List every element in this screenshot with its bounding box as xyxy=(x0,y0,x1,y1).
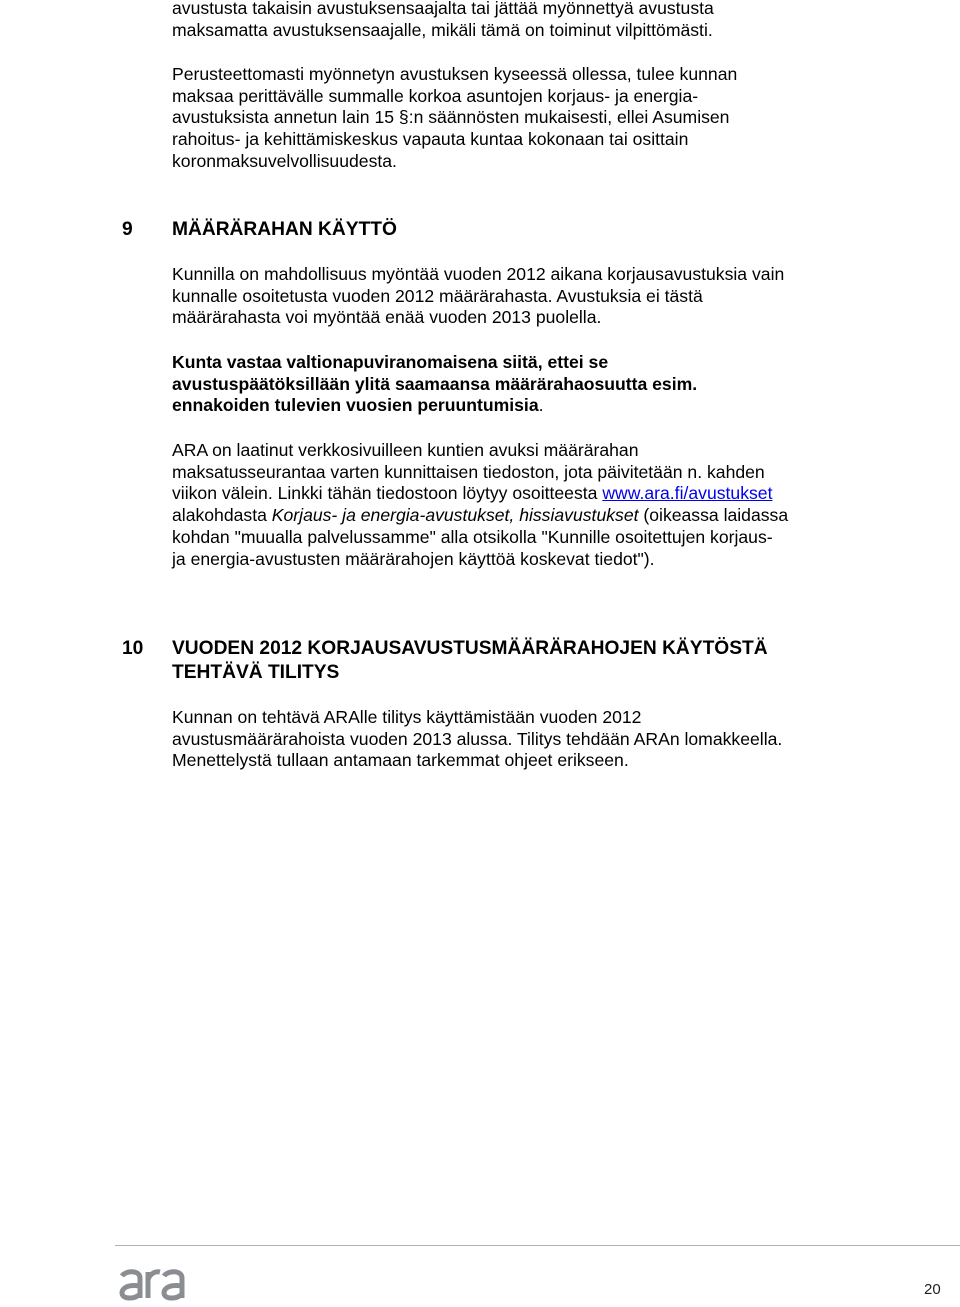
text-fragment: (oikeassa laidassa xyxy=(638,505,789,526)
section-9-paragraph-2 xyxy=(172,352,872,417)
text-line xyxy=(172,505,872,527)
text-line: Kunnilla on mahdollisuus myöntää vuoden 2012 aikana korjausavustuksia vain xyxy=(172,264,785,284)
text-line: maksamatta avustuksensaajalle, mikäli tämä on toiminut vilpittömästi. xyxy=(172,19,713,40)
text-line: Kunta vastaa valtionapuviranomaisena siitä, ettei se xyxy=(172,352,609,372)
text-line: avustusmäärärahoista vuoden 2013 alussa. Tilitys tehdään ARAn lomakkeella. xyxy=(172,728,783,749)
text-line xyxy=(172,483,872,505)
period: . xyxy=(538,395,544,416)
text-line: avustuspäätöksillään ylitä saamaansa määrärahaosuutta esim. xyxy=(172,373,698,394)
ara-logo xyxy=(118,1262,190,1306)
section-9-paragraph-1 xyxy=(172,264,872,329)
italic-text: Korjaus- ja energia-avustukset, hissiavustukset xyxy=(271,505,639,526)
section-9-paragraph-3 xyxy=(172,440,872,570)
text-line: kohdan "muualla palvelussamme" alla otsikolla "Kunnille osoitettujen korjaus- xyxy=(172,526,773,547)
section-number: 9 xyxy=(122,219,133,240)
avustukset-link[interactable]: www.ara.fi/avustukset xyxy=(602,483,773,504)
text-line: avustuksista annetun lain 15 §:n säännösten mukaisesti, ellei Asumisen xyxy=(172,107,730,128)
text-fragment: viikon välein. Linkki tähän tiedostoon löytyy osoitteesta xyxy=(172,483,603,504)
text-line: maksatusseurantaa varten kunnittaisen tiedoston, jota päivitetään n. kahden xyxy=(172,461,765,482)
section-title-line-2: TEHTÄVÄ TILITYS xyxy=(172,662,340,683)
section-10-paragraph xyxy=(172,707,872,772)
text-line: maksaa perittävälle summalle korkoa asuntojen korjaus- ja energia- xyxy=(172,85,699,106)
bold-text: ennakoiden tulevien vuosien peruuntumisia xyxy=(172,395,539,416)
text-line: ARA on laatinut verkkosivuilleen kuntien avuksi määrärahan xyxy=(172,440,639,460)
text-line: ja energia-avustusten määrärahojen käyttöä koskevat tiedot"). xyxy=(172,548,655,569)
text-line: koronmaksuvelvollisuudesta. xyxy=(172,150,397,171)
page-number: 20 xyxy=(924,1281,941,1298)
section-number: 10 xyxy=(122,638,144,659)
text-fragment: alakohdasta xyxy=(172,505,272,526)
section-title-line-1: VUODEN 2012 KORJAUSAVUSTUSMÄÄRÄRAHOJEN KÄYTÖSTÄ xyxy=(172,638,768,659)
text-line: Menettelystä tullaan antamaan tarkemmat ohjeet erikseen. xyxy=(172,750,629,771)
section-title: MÄÄRÄRAHAN KÄYTTÖ xyxy=(172,219,397,240)
text-line: kunnalle osoitetusta vuoden 2012 määrärahasta. Avustuksia ei tästä xyxy=(172,285,703,306)
text-line: rahoitus- ja kehittämiskeskus vapauta kuntaa kokonaan tai osittain xyxy=(172,129,689,150)
paragraph-refund-interest xyxy=(172,64,872,173)
text-line: Perusteettomasti myönnetyn avustuksen kyseessä ollessa, tulee kunnan xyxy=(172,64,738,84)
text-line: määrärahasta voi myöntää enää vuoden 2013 puolella. xyxy=(172,307,602,328)
text-line: avustusta takaisin avustuksensaajalta tai jättää myönnettyä avustusta xyxy=(172,0,714,18)
footer-divider xyxy=(115,1245,960,1246)
text-line xyxy=(172,395,872,417)
text-line: Kunnan on tehtävä ARAlle tilitys käyttämistään vuoden 2012 xyxy=(172,707,642,727)
section-10-heading xyxy=(0,637,960,687)
paragraph-continuation xyxy=(172,0,872,41)
